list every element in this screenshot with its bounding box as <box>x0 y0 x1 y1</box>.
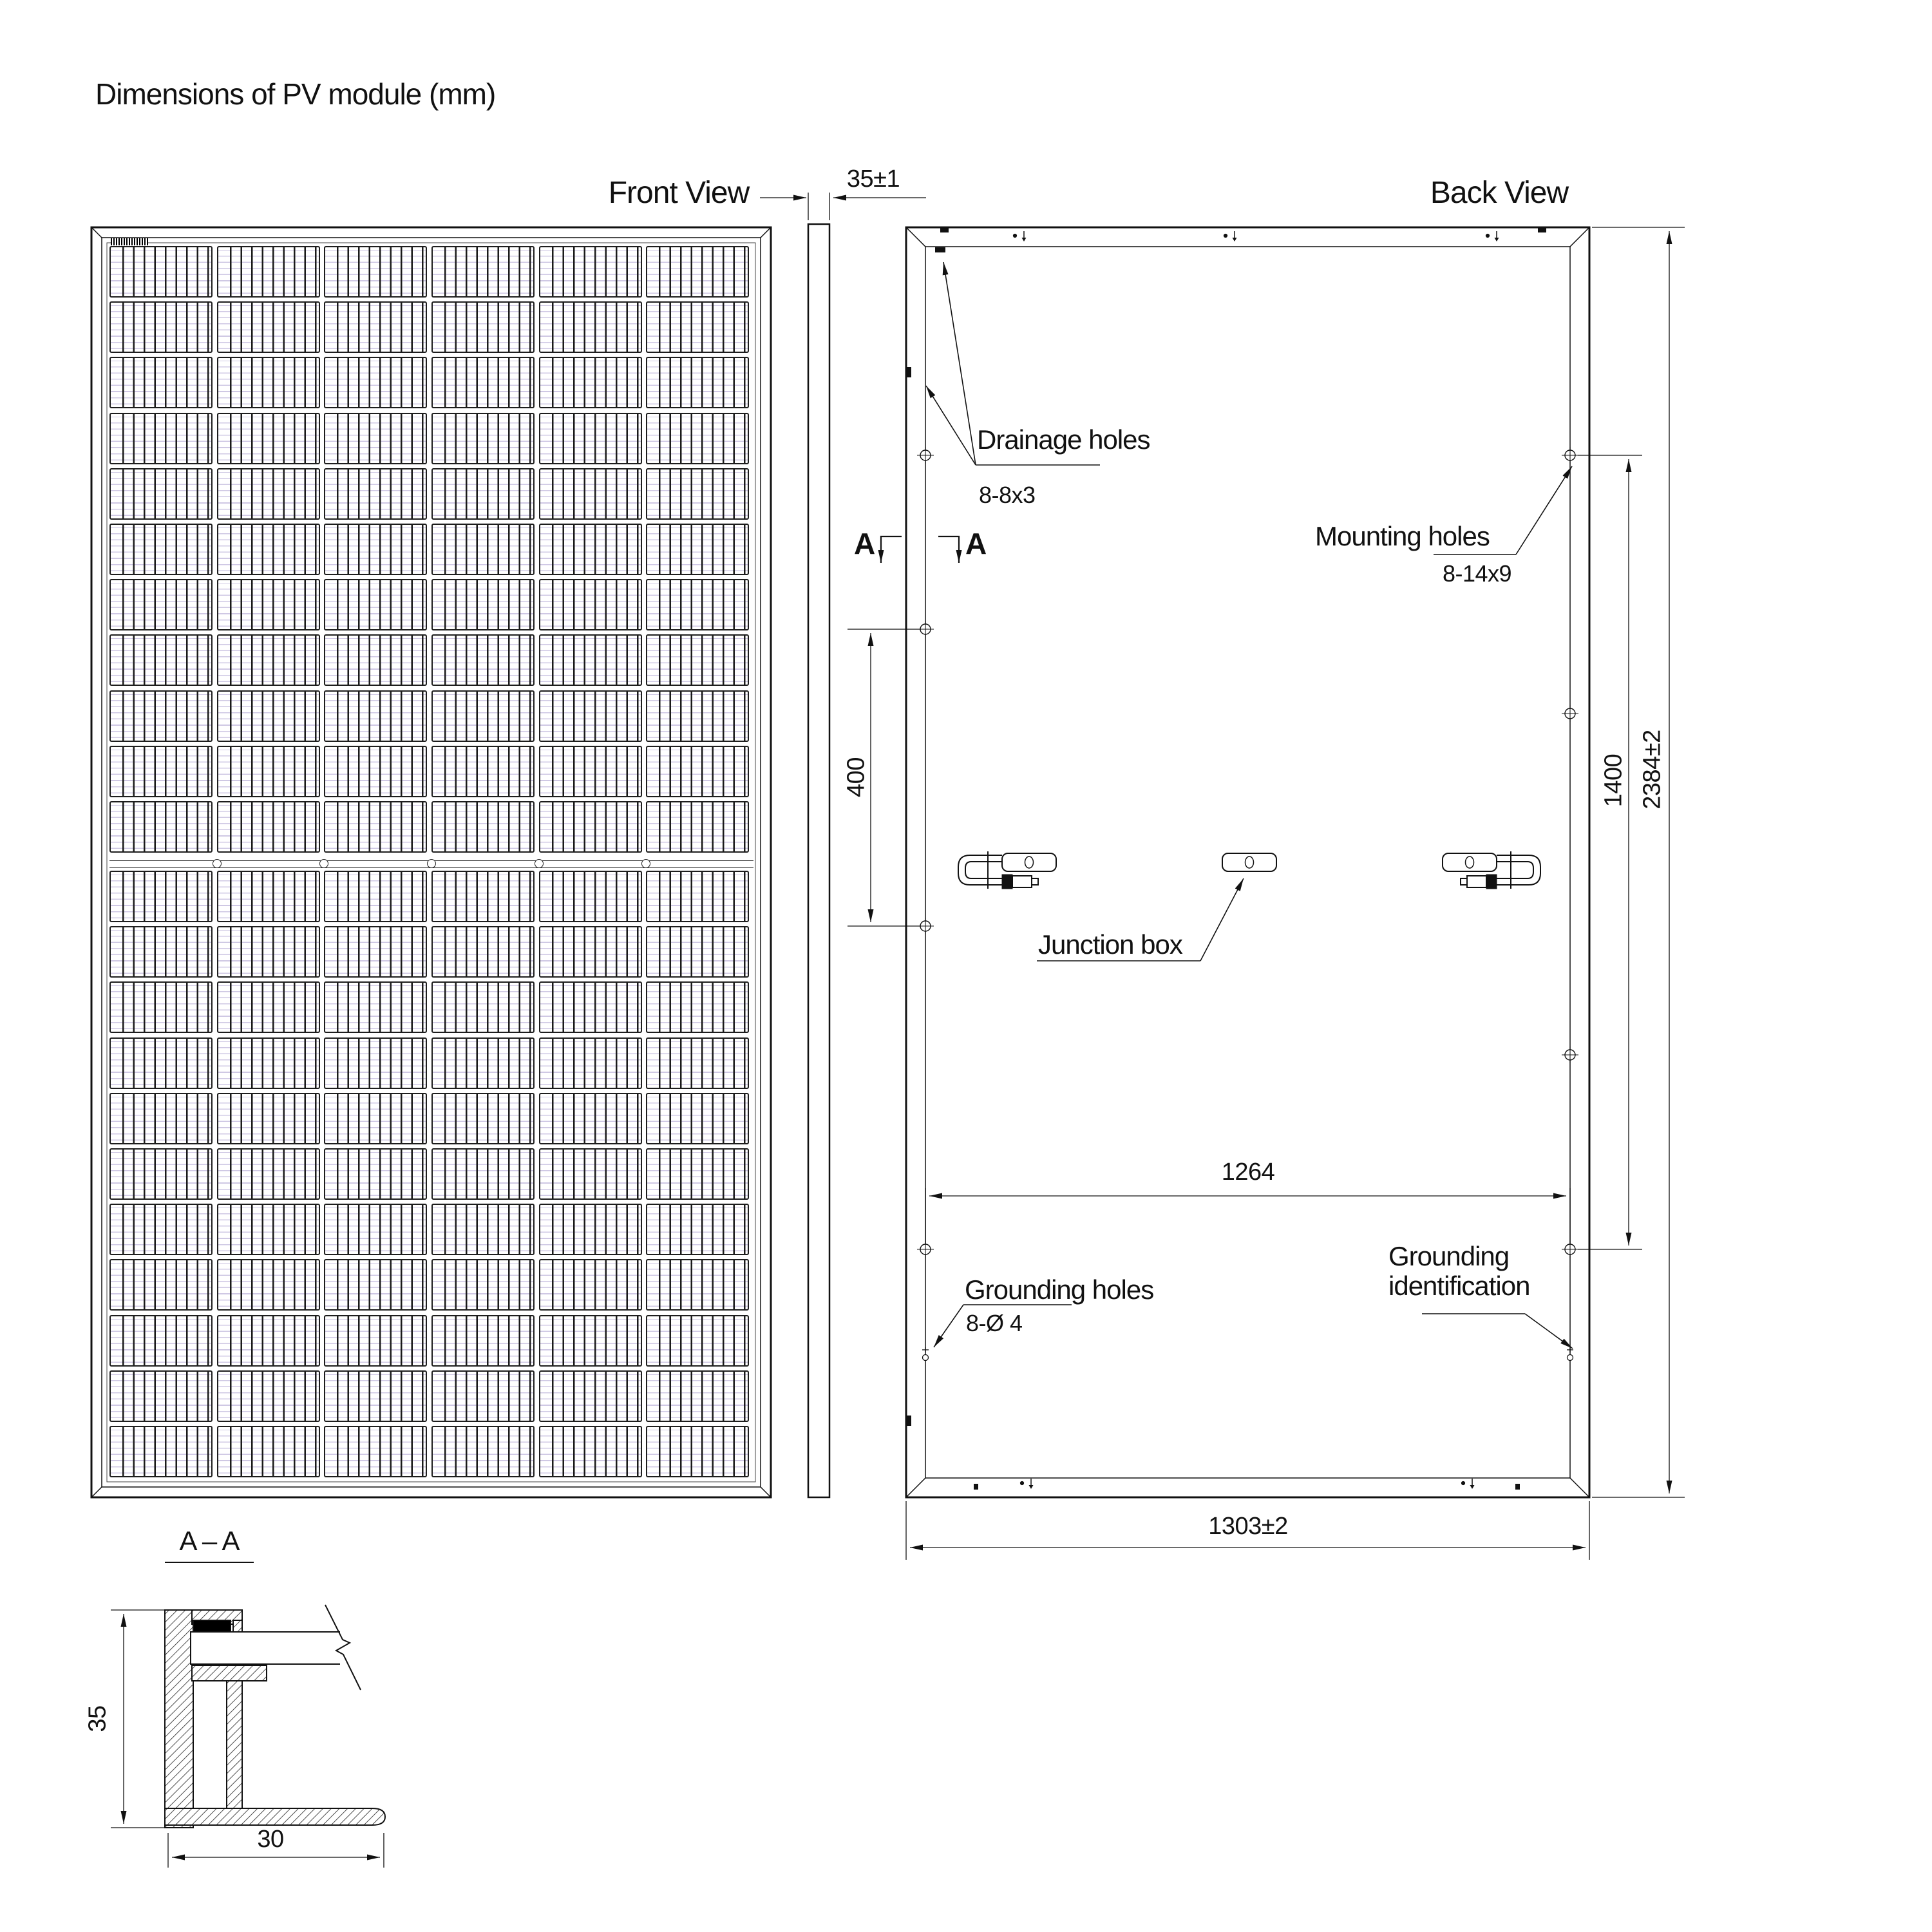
divider-circle-icon <box>213 859 222 868</box>
solar-half-cell <box>109 634 213 686</box>
solar-half-cell <box>109 357 213 408</box>
solar-half-cell <box>109 1426 213 1477</box>
solar-half-cell <box>539 413 642 464</box>
solar-half-cell <box>109 746 213 797</box>
solar-half-cell <box>539 1093 642 1144</box>
solar-half-cell <box>646 413 749 464</box>
grounding-id-label-line1: Grounding <box>1388 1241 1510 1271</box>
section-profile <box>111 1562 385 1868</box>
solar-half-cell <box>431 468 535 520</box>
drain-slot-icon <box>935 247 945 252</box>
solar-half-cell <box>646 1259 749 1311</box>
solar-half-cell <box>109 1315 213 1367</box>
solar-half-cell <box>109 246 213 298</box>
solar-half-cell <box>431 1370 535 1422</box>
thickness-dim-text: 35±1 <box>846 166 900 193</box>
solar-half-cell <box>539 1148 642 1200</box>
solar-half-cell <box>431 801 535 853</box>
solar-half-cell <box>646 871 749 922</box>
solar-half-cell <box>217 413 320 464</box>
solar-half-cell <box>539 246 642 298</box>
dim-1400-text: 1400 <box>1600 753 1627 808</box>
solar-half-cell <box>324 1204 427 1255</box>
solar-half-cell <box>324 524 427 575</box>
solar-half-cell <box>539 801 642 853</box>
solar-half-cell <box>431 1259 535 1311</box>
front-view-label: Front View <box>608 176 750 210</box>
solar-half-cell <box>217 1315 320 1367</box>
section-dim-35-text: 35 <box>84 1705 111 1732</box>
solar-half-cell <box>324 1148 427 1200</box>
side-view <box>808 224 829 1497</box>
solar-half-cell <box>646 301 749 353</box>
solar-half-cell <box>109 1093 213 1144</box>
solar-half-cell <box>217 524 320 575</box>
solar-half-cell <box>431 413 535 464</box>
solar-half-cell <box>431 524 535 575</box>
solar-half-cell <box>217 926 320 978</box>
solar-half-cell <box>539 690 642 742</box>
solar-half-cell <box>539 634 642 686</box>
solar-half-cell <box>109 1037 213 1089</box>
solar-half-cell <box>217 801 320 853</box>
drain-slot-icon <box>1538 228 1546 232</box>
back-view-label: Back View <box>1430 176 1569 210</box>
solar-half-cell <box>431 246 535 298</box>
grounding-holes-spec: 8-Ø 4 <box>966 1310 1023 1336</box>
dim-1303-text: 1303±2 <box>1208 1513 1288 1540</box>
solar-half-cell <box>431 926 535 978</box>
solar-half-cell <box>109 468 213 520</box>
solar-half-cell <box>539 1315 642 1367</box>
dim-400-text: 400 <box>842 757 870 797</box>
solar-half-cell <box>539 981 642 1033</box>
page-title: Dimensions of PV module (mm) <box>95 77 496 111</box>
mounting-spec: 8-14x9 <box>1443 560 1512 587</box>
solar-half-cell <box>217 1259 320 1311</box>
solar-half-cell <box>217 690 320 742</box>
solar-half-cell <box>217 1426 320 1477</box>
solar-half-cell <box>539 746 642 797</box>
solar-half-cell <box>217 746 320 797</box>
solar-half-cell <box>109 579 213 630</box>
solar-half-cell <box>324 579 427 630</box>
solar-half-cell <box>217 1148 320 1200</box>
section-title: A – A <box>179 1526 240 1556</box>
solar-half-cell <box>646 1315 749 1367</box>
solar-half-cell <box>431 871 535 922</box>
solar-half-cell <box>431 634 535 686</box>
drainage-spec: 8-8x3 <box>979 482 1036 508</box>
solar-half-cell <box>646 1426 749 1477</box>
solar-half-cell <box>324 1426 427 1477</box>
solar-half-cell <box>431 301 535 353</box>
solar-half-cell <box>646 690 749 742</box>
solar-half-cell <box>646 1093 749 1144</box>
divider-circle-icon <box>535 859 544 868</box>
solar-half-cell <box>431 1315 535 1367</box>
solar-half-cell <box>646 357 749 408</box>
drain-slot-icon <box>940 228 949 232</box>
solar-half-cell <box>109 1370 213 1422</box>
solar-half-cell <box>431 1037 535 1089</box>
solar-half-cell <box>217 1093 320 1144</box>
solar-half-cell <box>646 246 749 298</box>
solar-half-cell <box>431 1426 535 1477</box>
solar-half-cell <box>539 524 642 575</box>
drain-slot-icon <box>1515 1484 1520 1490</box>
solar-half-cell <box>109 801 213 853</box>
solar-half-cell <box>646 981 749 1033</box>
solar-half-cell <box>646 801 749 853</box>
solar-half-cell <box>109 690 213 742</box>
solar-half-cell <box>217 634 320 686</box>
solar-half-cell <box>431 746 535 797</box>
solar-half-cell <box>324 871 427 922</box>
section-marker-a-right: A <box>965 527 987 560</box>
solar-half-cell <box>646 1037 749 1089</box>
solar-half-cell <box>646 1204 749 1255</box>
solar-half-cell <box>324 746 427 797</box>
solar-half-cell <box>109 413 213 464</box>
solar-half-cell <box>646 634 749 686</box>
solar-half-cell <box>217 357 320 408</box>
module-barcode <box>111 238 148 245</box>
solar-half-cell <box>539 1259 642 1311</box>
solar-half-cell <box>539 301 642 353</box>
drain-slot-icon <box>907 1416 911 1426</box>
grounding-id-label-line2: identification <box>1388 1271 1530 1301</box>
solar-half-cell <box>109 1148 213 1200</box>
solar-half-cell <box>431 690 535 742</box>
solar-half-cell <box>324 1370 427 1422</box>
thickness-dimension <box>760 193 926 220</box>
grounding-holes-label: Grounding holes <box>965 1274 1154 1305</box>
solar-half-cell <box>539 357 642 408</box>
solar-half-cell <box>431 1204 535 1255</box>
solar-half-cell <box>217 1037 320 1089</box>
divider-circle-icon <box>427 859 436 868</box>
solar-half-cell <box>324 634 427 686</box>
solar-half-cell <box>539 926 642 978</box>
solar-half-cell <box>539 1426 642 1477</box>
solar-half-cell <box>431 357 535 408</box>
solar-half-cell <box>431 981 535 1033</box>
junction-box-label: Junction box <box>1038 929 1182 960</box>
solar-half-cell <box>217 871 320 922</box>
solar-half-cell <box>324 801 427 853</box>
solar-half-cell <box>539 1204 642 1255</box>
solar-half-cell <box>217 468 320 520</box>
solar-half-cell <box>109 981 213 1033</box>
drainage-label: Drainage holes <box>977 424 1150 455</box>
solar-half-cell <box>324 413 427 464</box>
solar-half-cell <box>109 1259 213 1311</box>
drain-slot-icon <box>974 1484 978 1490</box>
solar-half-cell <box>646 468 749 520</box>
solar-half-cell <box>217 1204 320 1255</box>
solar-half-cell <box>324 1037 427 1089</box>
solar-half-cell <box>646 926 749 978</box>
solar-half-cell <box>109 1204 213 1255</box>
section-dim-30-text: 30 <box>257 1826 284 1853</box>
solar-half-cell <box>324 1259 427 1311</box>
mounting-label: Mounting holes <box>1315 521 1490 551</box>
solar-half-cell <box>324 926 427 978</box>
solar-half-cell <box>324 690 427 742</box>
solar-half-cell <box>109 926 213 978</box>
dim-2384-text: 2384±2 <box>1638 730 1666 810</box>
solar-half-cell <box>646 524 749 575</box>
solar-half-cell <box>217 1370 320 1422</box>
solar-half-cell <box>539 871 642 922</box>
solar-half-cell <box>646 1370 749 1422</box>
solar-half-cell <box>539 1037 642 1089</box>
solar-half-cell <box>324 1315 427 1367</box>
solar-half-cell <box>109 524 213 575</box>
solar-half-cell <box>324 301 427 353</box>
section-marker-a-left: A <box>854 527 875 560</box>
solar-half-cell <box>217 981 320 1033</box>
solar-half-cell <box>217 246 320 298</box>
drain-slot-icon <box>907 367 911 377</box>
solar-half-cell <box>431 579 535 630</box>
solar-half-cell <box>324 981 427 1033</box>
solar-half-cell <box>324 357 427 408</box>
solar-half-cell <box>324 1093 427 1144</box>
solar-half-cell <box>431 1093 535 1144</box>
solar-half-cell <box>324 246 427 298</box>
solar-half-cell <box>539 468 642 520</box>
solar-half-cell <box>217 301 320 353</box>
solar-half-cell <box>539 1370 642 1422</box>
solar-half-cell <box>109 871 213 922</box>
solar-half-cell <box>646 1148 749 1200</box>
solar-half-cell <box>217 579 320 630</box>
solar-half-cell <box>109 301 213 353</box>
solar-half-cell <box>431 1148 535 1200</box>
solar-half-cell <box>324 468 427 520</box>
solar-half-cell <box>646 746 749 797</box>
dim-1264-text: 1264 <box>1221 1159 1275 1186</box>
solar-half-cell <box>646 579 749 630</box>
solar-half-cell <box>539 579 642 630</box>
